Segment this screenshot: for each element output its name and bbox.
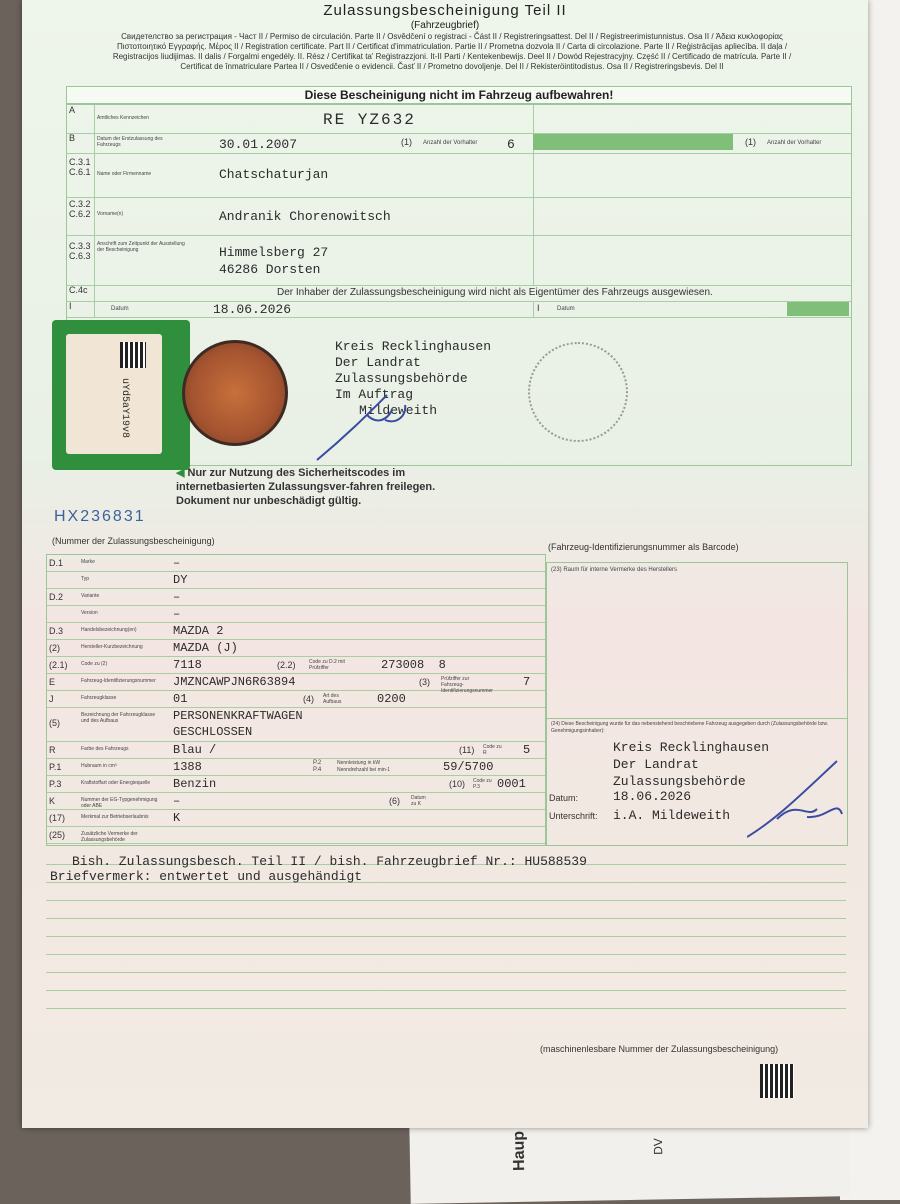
background-tab-1: Haup: [510, 1130, 529, 1172]
vehicle-class: PERSONENKRAFTWAGEN: [173, 709, 303, 723]
previous-owners: 6: [507, 137, 515, 152]
remark-line-1: Bish. Zulassungsbesch. Teil II / bish. Fahrzeugbrief Nr.: HU588539: [72, 854, 587, 869]
vin: JMZNCAWPJN6R63894: [173, 675, 296, 689]
holder-street: Himmelsberg 27: [219, 245, 329, 260]
security-sticker: [52, 320, 190, 470]
power: 59/5700: [443, 760, 494, 774]
issuance-box: (24) Diese Bescheinigung wurde für das nebenstehend beschriebene Fahrzeug ausgegeben durch (Zulassungsbehörde bzw. Genehmigungsinhaber): Kreis Recklinghausen Der Landrat Zulassungsbehörde Datum: 18.06.2026 Unterschrift: i.A. Mildeweith: [546, 718, 848, 846]
signature-upper: [307, 385, 417, 465]
remark-line-2: Briefvermerk: entwertet und ausgehändigt: [50, 869, 363, 884]
background-tab-2: DV: [650, 1138, 666, 1155]
signature-lower: [747, 759, 847, 839]
machine-readable-label: (maschinenlesbare Nummer der Zulassungsbescheinigung): [540, 1044, 779, 1054]
document-subtitle: (Fahrzeugbrief): [410, 20, 480, 31]
row-I: I Datum 18.06.2026 I Datum: [67, 301, 851, 318]
document-languages: Свидетелство за регистрация - Част II / Permiso de circulación. Parte II / Osvědčení o registraci - Část II / Registreringsattest. Del II / Registreerimistunnistus. Osa II / Άδεια κυκλοφορίας Πιστοποιητικό Εγγραφής. Μέρος II / Registration certificate. Part II / Certificat d'immatriculation. Partie II / Prometna dozvola II / Carta di circolazione. Parte II / Reģistrācijas apliecība. II daļa / Registracijos liudijimas. II dalis / Forgalmi engedély. II. Rész / Certifikat ta' Reġistrazzjoni. It-II Parti / Kentekenbewijs. Deel II / Dowód Rejestracyjny. Część II / Certificado de matrícula. Parte II / Certificat de înmatriculare Partea II / Osvedčenie o evidencii. Časť II / Prometno dovoljenje. Del II / Rekisteröintitodistus. Osa II / Registreringsbevis. Del II: [112, 32, 792, 71]
document-title: Zulassungsbescheinigung Teil II: [323, 2, 567, 19]
row-C32: C.3.2 C.6.2 Vorname(n) Andranik Chorenowitsch: [67, 197, 851, 236]
holder-city: 46286 Dorsten: [219, 262, 321, 277]
security-note: ◀ Nur zur Nutzung des Sicherheitscodes im internetbasierten Zulassungsver-fahren freilegen. Dokument nur unbeschädigt gültig.: [176, 467, 436, 507]
document-number-label: (Nummer der Zulassungsbescheinigung): [52, 536, 215, 546]
row-C33: C.3.3 C.6.3 Anschrift zum Zeitpunkt der Ausstellung der Bescheinigung Himmelsberg 27 46286 Dorsten: [67, 235, 851, 286]
security-code: uYd5aY19v8: [119, 378, 130, 439]
color: Blau /: [173, 743, 217, 757]
holder-first-name: Andranik Chorenowitsch: [219, 209, 391, 224]
trade-name: MAZDA 2: [173, 624, 224, 638]
issuance-signatory: i.A. Mildeweith: [613, 808, 731, 823]
authority-stamp-text: Kreis Recklinghausen Der Landrat Zulassungsbehörde Im Auftrag Mildeweith: [335, 339, 492, 418]
registration-document: [22, 0, 868, 1128]
first-registration-date: 30.01.2007: [219, 137, 298, 152]
issue-date: 18.06.2026: [213, 302, 292, 317]
arrow-left-icon: ◀: [176, 467, 188, 479]
row-A: A Amtliches Kennzeichen RE YZ632: [67, 105, 851, 134]
document-number: HX236831: [54, 508, 146, 525]
vehicle-table: D.1 Marke – Typ DY D.2 Variante – Version – D.3 Handelsbezeichnung(en) MAZDA 2 (2) Hersteller-Kurzbezeichnung MAZDA (J) (2.1) Code zu (2) 7118 (2.2) Code zu D.2 mit Prüfziffer 273008 8 E Fahrzeug-Identifizierungsnummer JMZNCAWPJN6R63894 (3) Prüfziffer zur Fahrzeug-Identifizierungsnummer 7 J Fahrzeugklasse 01 (4) Art des Aufbaus 0200 (5) Bezeichnung der Fahrzeugklasse und des Aufbaus PERSONENKRAFTWAGEN GESCHLOSSEN R Farbe des Fahrzeugs Blau / (11) Code zu R 5 P.1 Hubraum in cm³ 1388 P.2 P.4 Nennleistung in kW Nenndrehzahl bei min-1 59/5700 P.3 Kraftstoffart oder Energiequelle Benzin (10) Code zu P.3 0001 K Nummer der EG-Typgenehmigung oder ABE – (6) Datum zu K (17) Merkmal zur Betriebserlaubnis K (25) Zusätzliche Vermerke der Zulassungsbehörde: [46, 554, 546, 846]
official-seal: [182, 340, 288, 446]
remarks-area: [46, 844, 846, 1014]
row-C31: C.3.1 C.6.1 Name oder Firmenname Chatschaturjan: [67, 153, 851, 198]
manufacturer-notes-box: (23) Raum für interne Vermerke des Herstellers: [546, 562, 848, 719]
row-C4c: C.4c Der Inhaber der Zulassungsbescheinigung wird nicht als Eigentümer des Fahrzeugs ausgewiesen.: [67, 285, 851, 302]
barcode-label: (Fahrzeug-Identifizierungsnummer als Barcode): [548, 542, 739, 552]
empty-seal-area: [528, 342, 628, 442]
issuance-date: 18.06.2026: [613, 789, 692, 804]
security-qr-code: [120, 342, 146, 368]
manufacturer: MAZDA (J): [173, 641, 238, 655]
machine-readable-code: [760, 1064, 794, 1098]
warning-banner: Diese Bescheinigung nicht im Fahrzeug aufbewahren!: [66, 86, 852, 104]
background-paper-bottom: [409, 1116, 850, 1204]
row-B: B Datum der Erstzulassung des Fahrzeugs 30.01.2007 (1) Anzahl der Vorhalter 6 (1) Anzahl der Vorhalter: [67, 133, 851, 154]
fuel: Benzin: [173, 777, 217, 791]
holder-name: Chatschaturjan: [219, 167, 329, 182]
license-plate: RE YZ632: [323, 111, 416, 129]
